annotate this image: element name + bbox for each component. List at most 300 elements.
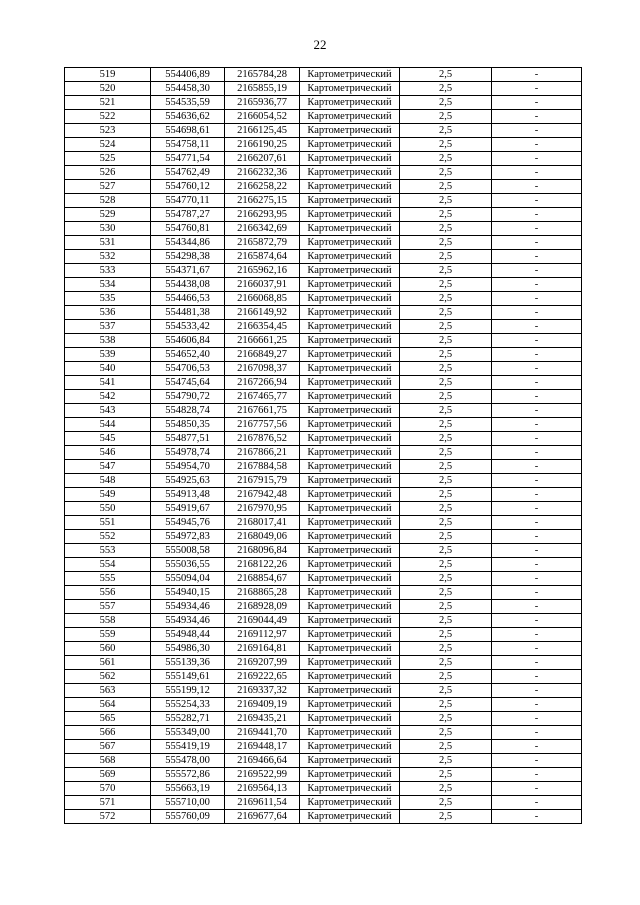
table-row (65, 404, 582, 418)
note-cell: - (492, 110, 582, 124)
note-cell: - (492, 166, 582, 180)
method-cell: Картометрический (300, 320, 400, 334)
x-coordinate-cell: 554533,42 (151, 320, 225, 334)
point-number-cell: 539 (65, 348, 151, 362)
method-cell: Картометрический (300, 418, 400, 432)
y-coordinate-cell: 2166354,45 (225, 320, 300, 334)
point-number-cell: 538 (65, 334, 151, 348)
x-coordinate-cell: 554344,86 (151, 236, 225, 250)
table-row (65, 432, 582, 446)
method-cell: Картометрический (300, 194, 400, 208)
note-cell: - (492, 488, 582, 502)
y-coordinate-cell: 2169611,54 (225, 796, 300, 810)
table-row (65, 222, 582, 236)
precision-cell: 2,5 (400, 446, 492, 460)
point-number-cell: 554 (65, 558, 151, 572)
method-cell: Картометрический (300, 110, 400, 124)
precision-cell: 2,5 (400, 712, 492, 726)
note-cell: - (492, 614, 582, 628)
table-row (65, 558, 582, 572)
x-coordinate-cell: 555094,04 (151, 572, 225, 586)
y-coordinate-cell: 2169044,49 (225, 614, 300, 628)
point-number-cell: 520 (65, 82, 151, 96)
note-cell: - (492, 712, 582, 726)
precision-cell: 2,5 (400, 432, 492, 446)
note-cell: - (492, 628, 582, 642)
point-number-cell: 547 (65, 460, 151, 474)
note-cell: - (492, 390, 582, 404)
point-number-cell: 528 (65, 194, 151, 208)
point-number-cell: 519 (65, 68, 151, 82)
y-coordinate-cell: 2169112,97 (225, 628, 300, 642)
method-cell: Картометрический (300, 586, 400, 600)
table-row (65, 586, 582, 600)
table-row (65, 460, 582, 474)
table-row (65, 334, 582, 348)
precision-cell: 2,5 (400, 166, 492, 180)
y-coordinate-cell: 2166232,36 (225, 166, 300, 180)
point-number-cell: 563 (65, 684, 151, 698)
method-cell: Картометрический (300, 390, 400, 404)
note-cell: - (492, 138, 582, 152)
point-number-cell: 570 (65, 782, 151, 796)
y-coordinate-cell: 2167866,21 (225, 446, 300, 460)
method-cell: Картометрический (300, 82, 400, 96)
x-coordinate-cell: 554934,46 (151, 600, 225, 614)
precision-cell: 2,5 (400, 250, 492, 264)
method-cell: Картометрический (300, 250, 400, 264)
point-number-cell: 552 (65, 530, 151, 544)
method-cell: Картометрический (300, 628, 400, 642)
y-coordinate-cell: 2168017,41 (225, 516, 300, 530)
precision-cell: 2,5 (400, 152, 492, 166)
method-cell: Картометрический (300, 614, 400, 628)
x-coordinate-cell: 554762,49 (151, 166, 225, 180)
precision-cell: 2,5 (400, 586, 492, 600)
precision-cell: 2,5 (400, 600, 492, 614)
y-coordinate-cell: 2168122,26 (225, 558, 300, 572)
x-coordinate-cell: 554828,74 (151, 404, 225, 418)
y-coordinate-cell: 2169409,19 (225, 698, 300, 712)
x-coordinate-cell: 554758,11 (151, 138, 225, 152)
note-cell: - (492, 642, 582, 656)
point-number-cell: 562 (65, 670, 151, 684)
precision-cell: 2,5 (400, 68, 492, 82)
x-coordinate-cell: 554986,30 (151, 642, 225, 656)
precision-cell: 2,5 (400, 124, 492, 138)
point-number-cell: 543 (65, 404, 151, 418)
method-cell: Картометрический (300, 810, 400, 824)
y-coordinate-cell: 2166190,25 (225, 138, 300, 152)
point-number-cell: 569 (65, 768, 151, 782)
point-number-cell: 540 (65, 362, 151, 376)
note-cell: - (492, 96, 582, 110)
precision-cell: 2,5 (400, 558, 492, 572)
y-coordinate-cell: 2165874,64 (225, 250, 300, 264)
note-cell: - (492, 810, 582, 824)
x-coordinate-cell: 554945,76 (151, 516, 225, 530)
y-coordinate-cell: 2166037,91 (225, 278, 300, 292)
x-coordinate-cell: 554913,48 (151, 488, 225, 502)
x-coordinate-cell: 554925,63 (151, 474, 225, 488)
table-row (65, 320, 582, 334)
table-row (65, 194, 582, 208)
x-coordinate-cell: 554481,38 (151, 306, 225, 320)
y-coordinate-cell: 2169441,70 (225, 726, 300, 740)
y-coordinate-cell: 2167876,52 (225, 432, 300, 446)
y-coordinate-cell: 2166342,69 (225, 222, 300, 236)
table-row (65, 726, 582, 740)
precision-cell: 2,5 (400, 82, 492, 96)
y-coordinate-cell: 2169207,99 (225, 656, 300, 670)
method-cell: Картометрический (300, 642, 400, 656)
table-row (65, 264, 582, 278)
x-coordinate-cell: 555710,00 (151, 796, 225, 810)
note-cell: - (492, 418, 582, 432)
precision-cell: 2,5 (400, 768, 492, 782)
note-cell: - (492, 796, 582, 810)
y-coordinate-cell: 2168865,28 (225, 586, 300, 600)
method-cell: Картометрический (300, 558, 400, 572)
table-row (65, 712, 582, 726)
y-coordinate-cell: 2167970,95 (225, 502, 300, 516)
precision-cell: 2,5 (400, 348, 492, 362)
precision-cell: 2,5 (400, 796, 492, 810)
note-cell: - (492, 586, 582, 600)
method-cell: Картометрический (300, 222, 400, 236)
x-coordinate-cell: 555760,09 (151, 810, 225, 824)
note-cell: - (492, 768, 582, 782)
point-number-cell: 551 (65, 516, 151, 530)
method-cell: Картометрический (300, 768, 400, 782)
precision-cell: 2,5 (400, 628, 492, 642)
precision-cell: 2,5 (400, 362, 492, 376)
x-coordinate-cell: 555478,00 (151, 754, 225, 768)
table-row (65, 152, 582, 166)
y-coordinate-cell: 2166849,27 (225, 348, 300, 362)
precision-cell: 2,5 (400, 110, 492, 124)
note-cell: - (492, 698, 582, 712)
table-row (65, 124, 582, 138)
y-coordinate-cell: 2167884,58 (225, 460, 300, 474)
point-number-cell: 561 (65, 656, 151, 670)
table-row (65, 502, 582, 516)
x-coordinate-cell: 554535,59 (151, 96, 225, 110)
note-cell: - (492, 460, 582, 474)
table-row (65, 474, 582, 488)
precision-cell: 2,5 (400, 418, 492, 432)
point-number-cell: 549 (65, 488, 151, 502)
note-cell: - (492, 740, 582, 754)
y-coordinate-cell: 2169222,65 (225, 670, 300, 684)
y-coordinate-cell: 2169435,21 (225, 712, 300, 726)
y-coordinate-cell: 2166149,92 (225, 306, 300, 320)
method-cell: Картометрический (300, 446, 400, 460)
method-cell: Картометрический (300, 166, 400, 180)
precision-cell: 2,5 (400, 264, 492, 278)
note-cell: - (492, 432, 582, 446)
point-number-cell: 530 (65, 222, 151, 236)
x-coordinate-cell: 554972,83 (151, 530, 225, 544)
y-coordinate-cell: 2167661,75 (225, 404, 300, 418)
x-coordinate-cell: 555349,00 (151, 726, 225, 740)
point-number-cell: 532 (65, 250, 151, 264)
note-cell: - (492, 502, 582, 516)
y-coordinate-cell: 2169466,64 (225, 754, 300, 768)
method-cell: Картометрический (300, 796, 400, 810)
note-cell: - (492, 348, 582, 362)
note-cell: - (492, 152, 582, 166)
method-cell: Картометрический (300, 432, 400, 446)
table-row (65, 698, 582, 712)
x-coordinate-cell: 555199,12 (151, 684, 225, 698)
table-row (65, 670, 582, 684)
y-coordinate-cell: 2167465,77 (225, 390, 300, 404)
method-cell: Картометрический (300, 726, 400, 740)
table-row (65, 740, 582, 754)
table-row (65, 516, 582, 530)
y-coordinate-cell: 2166258,22 (225, 180, 300, 194)
note-cell: - (492, 236, 582, 250)
precision-cell: 2,5 (400, 810, 492, 824)
table-row (65, 768, 582, 782)
y-coordinate-cell: 2168096,84 (225, 544, 300, 558)
x-coordinate-cell: 554770,11 (151, 194, 225, 208)
note-cell: - (492, 754, 582, 768)
table-row (65, 362, 582, 376)
note-cell: - (492, 446, 582, 460)
precision-cell: 2,5 (400, 194, 492, 208)
table-row (65, 306, 582, 320)
precision-cell: 2,5 (400, 306, 492, 320)
y-coordinate-cell: 2166293,95 (225, 208, 300, 222)
method-cell: Картометрический (300, 712, 400, 726)
precision-cell: 2,5 (400, 236, 492, 250)
x-coordinate-cell: 554298,38 (151, 250, 225, 264)
precision-cell: 2,5 (400, 614, 492, 628)
note-cell: - (492, 222, 582, 236)
x-coordinate-cell: 554771,54 (151, 152, 225, 166)
note-cell: - (492, 68, 582, 82)
precision-cell: 2,5 (400, 334, 492, 348)
point-number-cell: 572 (65, 810, 151, 824)
precision-cell: 2,5 (400, 208, 492, 222)
point-number-cell: 567 (65, 740, 151, 754)
point-number-cell: 535 (65, 292, 151, 306)
precision-cell: 2,5 (400, 460, 492, 474)
x-coordinate-cell: 554406,89 (151, 68, 225, 82)
point-number-cell: 566 (65, 726, 151, 740)
precision-cell: 2,5 (400, 530, 492, 544)
x-coordinate-cell: 554466,53 (151, 292, 225, 306)
coordinates-table-body (65, 68, 582, 824)
precision-cell: 2,5 (400, 502, 492, 516)
x-coordinate-cell: 555036,55 (151, 558, 225, 572)
note-cell: - (492, 558, 582, 572)
precision-cell: 2,5 (400, 390, 492, 404)
note-cell: - (492, 726, 582, 740)
note-cell: - (492, 544, 582, 558)
method-cell: Картометрический (300, 530, 400, 544)
y-coordinate-cell: 2165784,28 (225, 68, 300, 82)
y-coordinate-cell: 2166207,61 (225, 152, 300, 166)
method-cell: Картометрический (300, 96, 400, 110)
x-coordinate-cell: 554790,72 (151, 390, 225, 404)
method-cell: Картометрический (300, 488, 400, 502)
precision-cell: 2,5 (400, 740, 492, 754)
point-number-cell: 560 (65, 642, 151, 656)
y-coordinate-cell: 2165936,77 (225, 96, 300, 110)
method-cell: Картометрический (300, 698, 400, 712)
x-coordinate-cell: 554371,67 (151, 264, 225, 278)
note-cell: - (492, 656, 582, 670)
note-cell: - (492, 404, 582, 418)
y-coordinate-cell: 2165872,79 (225, 236, 300, 250)
table-row (65, 572, 582, 586)
table-row (65, 614, 582, 628)
x-coordinate-cell: 554948,44 (151, 628, 225, 642)
table-row (65, 488, 582, 502)
note-cell: - (492, 278, 582, 292)
y-coordinate-cell: 2168854,67 (225, 572, 300, 586)
table-row (65, 810, 582, 824)
table-row (65, 96, 582, 110)
y-coordinate-cell: 2168928,09 (225, 600, 300, 614)
precision-cell: 2,5 (400, 278, 492, 292)
precision-cell: 2,5 (400, 642, 492, 656)
table-row (65, 250, 582, 264)
table-row (65, 236, 582, 250)
point-number-cell: 568 (65, 754, 151, 768)
y-coordinate-cell: 2166661,25 (225, 334, 300, 348)
method-cell: Картометрический (300, 264, 400, 278)
precision-cell: 2,5 (400, 572, 492, 586)
table-row (65, 782, 582, 796)
note-cell: - (492, 572, 582, 586)
table-row (65, 110, 582, 124)
point-number-cell: 559 (65, 628, 151, 642)
table-row (65, 348, 582, 362)
table-row (65, 600, 582, 614)
y-coordinate-cell: 2169448,17 (225, 740, 300, 754)
method-cell: Картометрический (300, 502, 400, 516)
point-number-cell: 546 (65, 446, 151, 460)
point-number-cell: 571 (65, 796, 151, 810)
point-number-cell: 565 (65, 712, 151, 726)
y-coordinate-cell: 2166275,15 (225, 194, 300, 208)
x-coordinate-cell: 554706,53 (151, 362, 225, 376)
point-number-cell: 524 (65, 138, 151, 152)
point-number-cell: 557 (65, 600, 151, 614)
table-row (65, 208, 582, 222)
y-coordinate-cell: 2169564,13 (225, 782, 300, 796)
precision-cell: 2,5 (400, 292, 492, 306)
method-cell: Картометрический (300, 124, 400, 138)
precision-cell: 2,5 (400, 138, 492, 152)
method-cell: Картометрический (300, 460, 400, 474)
y-coordinate-cell: 2166125,45 (225, 124, 300, 138)
precision-cell: 2,5 (400, 684, 492, 698)
y-coordinate-cell: 2167098,37 (225, 362, 300, 376)
note-cell: - (492, 124, 582, 138)
x-coordinate-cell: 554698,61 (151, 124, 225, 138)
note-cell: - (492, 362, 582, 376)
y-coordinate-cell: 2167942,48 (225, 488, 300, 502)
point-number-cell: 526 (65, 166, 151, 180)
x-coordinate-cell: 555254,33 (151, 698, 225, 712)
table-row (65, 418, 582, 432)
table-row (65, 82, 582, 96)
x-coordinate-cell: 554636,62 (151, 110, 225, 124)
method-cell: Картометрический (300, 782, 400, 796)
method-cell: Картометрический (300, 572, 400, 586)
precision-cell: 2,5 (400, 782, 492, 796)
method-cell: Картометрический (300, 292, 400, 306)
precision-cell: 2,5 (400, 670, 492, 684)
table-row (65, 278, 582, 292)
point-number-cell: 525 (65, 152, 151, 166)
table-row (65, 796, 582, 810)
note-cell: - (492, 670, 582, 684)
method-cell: Картометрический (300, 404, 400, 418)
x-coordinate-cell: 554919,67 (151, 502, 225, 516)
method-cell: Картометрический (300, 600, 400, 614)
y-coordinate-cell: 2167757,56 (225, 418, 300, 432)
precision-cell: 2,5 (400, 96, 492, 110)
point-number-cell: 534 (65, 278, 151, 292)
precision-cell: 2,5 (400, 698, 492, 712)
table-row (65, 544, 582, 558)
x-coordinate-cell: 554438,08 (151, 278, 225, 292)
x-coordinate-cell: 554940,15 (151, 586, 225, 600)
note-cell: - (492, 306, 582, 320)
precision-cell: 2,5 (400, 656, 492, 670)
method-cell: Картометрический (300, 208, 400, 222)
table-row (65, 180, 582, 194)
method-cell: Картометрический (300, 138, 400, 152)
y-coordinate-cell: 2169677,64 (225, 810, 300, 824)
precision-cell: 2,5 (400, 516, 492, 530)
table-row (65, 390, 582, 404)
coordinates-table (64, 67, 582, 824)
table-row (65, 628, 582, 642)
method-cell: Картометрический (300, 334, 400, 348)
x-coordinate-cell: 554760,81 (151, 222, 225, 236)
y-coordinate-cell: 2169522,99 (225, 768, 300, 782)
y-coordinate-cell: 2165855,19 (225, 82, 300, 96)
point-number-cell: 522 (65, 110, 151, 124)
x-coordinate-cell: 555663,19 (151, 782, 225, 796)
page-number: 22 (313, 37, 327, 52)
point-number-cell: 555 (65, 572, 151, 586)
table-row (65, 166, 582, 180)
table-row (65, 530, 582, 544)
x-coordinate-cell: 554934,46 (151, 614, 225, 628)
x-coordinate-cell: 554850,35 (151, 418, 225, 432)
precision-cell: 2,5 (400, 376, 492, 390)
point-number-cell: 550 (65, 502, 151, 516)
table-row (65, 754, 582, 768)
table-row (65, 446, 582, 460)
method-cell: Картометрический (300, 670, 400, 684)
note-cell: - (492, 292, 582, 306)
method-cell: Картометрический (300, 180, 400, 194)
x-coordinate-cell: 554877,51 (151, 432, 225, 446)
y-coordinate-cell: 2169164,81 (225, 642, 300, 656)
note-cell: - (492, 320, 582, 334)
note-cell: - (492, 208, 582, 222)
x-coordinate-cell: 554652,40 (151, 348, 225, 362)
